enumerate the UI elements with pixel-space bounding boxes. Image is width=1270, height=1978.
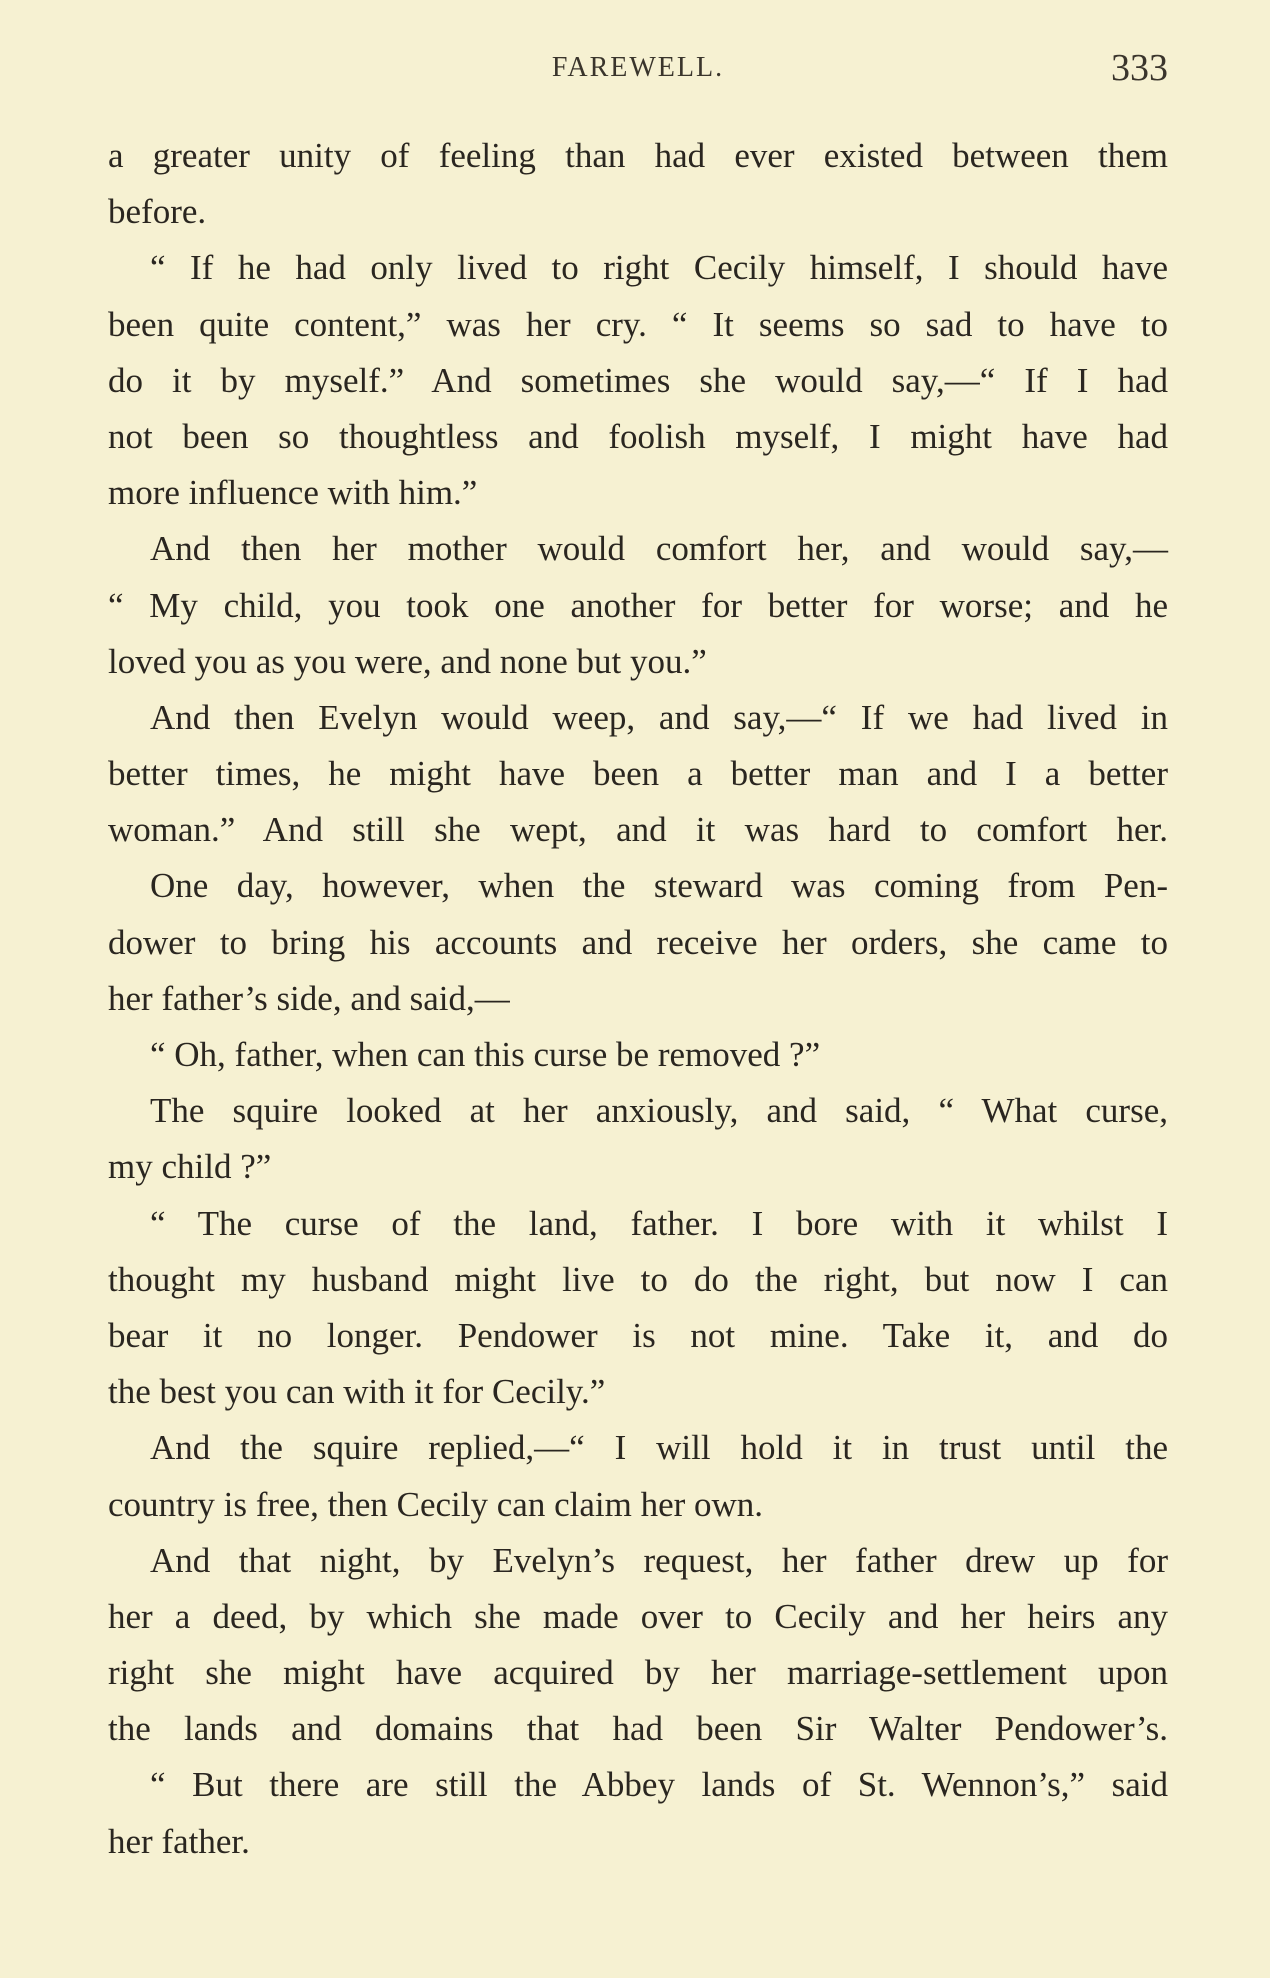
text-line: thought my husband might live to do the right, but now I can <box>108 1259 1168 1299</box>
text-line: The squire looked at her anxiously, and said, “ What curse, <box>150 1091 1168 1131</box>
text-line: the lands and domains that had been Sir Walter Pendower’s. <box>108 1709 1168 1749</box>
running-head <box>108 47 1168 102</box>
text-line: country is free, then Cecily can claim her own. <box>108 1484 764 1524</box>
text-line: loved you as you were, and none but you.” <box>108 641 707 681</box>
text-line: the best you can with it for Cecily.” <box>108 1372 606 1412</box>
text-line: And that night, by Evelyn’s request, her father drew up for <box>150 1540 1168 1580</box>
text-line: her a deed, by which she made over to Cecily and her heirs any <box>108 1596 1168 1636</box>
text-line: do it by myself.” And sometimes she would say,—“ If I had <box>108 360 1168 400</box>
text-line: “ If he had only lived to right Cecily himself, I should have <box>150 248 1168 288</box>
text-line: her father. <box>108 1821 250 1861</box>
text-line: “ The curse of the land, father. I bore with it whilst I <box>150 1203 1168 1243</box>
text-line: “ But there are still the Abbey lands of St. Wennon’s,” said <box>150 1765 1168 1805</box>
text-line: not been so thoughtless and foolish myself, I might have had <box>108 416 1168 456</box>
text-line: right she might have acquired by her marriage-settlement upon <box>108 1653 1168 1693</box>
running-title: FAREWELL. <box>551 52 725 83</box>
text-line: woman.” And still she wept, and it was hard to comfort her. <box>108 810 1168 850</box>
text-line: a greater unity of feeling than had ever existed between them <box>108 136 1168 175</box>
text-line: And the squire replied,—“ I will hold it in trust until the <box>150 1428 1168 1468</box>
text-line: bear it no longer. Pendower is not mine. Take it, and do <box>108 1315 1168 1355</box>
text-line: better times, he might have been a better man and I a better <box>108 754 1168 794</box>
text-line: “ Oh, father, when can this curse be removed ?” <box>150 1035 821 1074</box>
text-line: more influence with him.” <box>108 473 478 513</box>
page-number: 333 <box>1111 47 1168 89</box>
text-line: before. <box>108 192 207 232</box>
body-text <box>108 128 1168 1870</box>
text-line: And then her mother would comfort her, and would say,— <box>150 529 1168 569</box>
text-line: dower to bring his accounts and receive her orders, she came to <box>108 922 1168 962</box>
text-line: been quite content,” was her cry. “ It seems so sad to have to <box>108 304 1168 344</box>
text-line: “ My child, you took one another for better for worse; and he <box>108 585 1168 625</box>
text-line: her father’s side, and said,— <box>108 978 510 1018</box>
text-line: One day, however, when the steward was coming from Pen- <box>150 866 1168 906</box>
text-line: And then Evelyn would weep, and say,—“ If we had lived in <box>150 697 1168 737</box>
text-line: my child ?” <box>108 1147 272 1187</box>
